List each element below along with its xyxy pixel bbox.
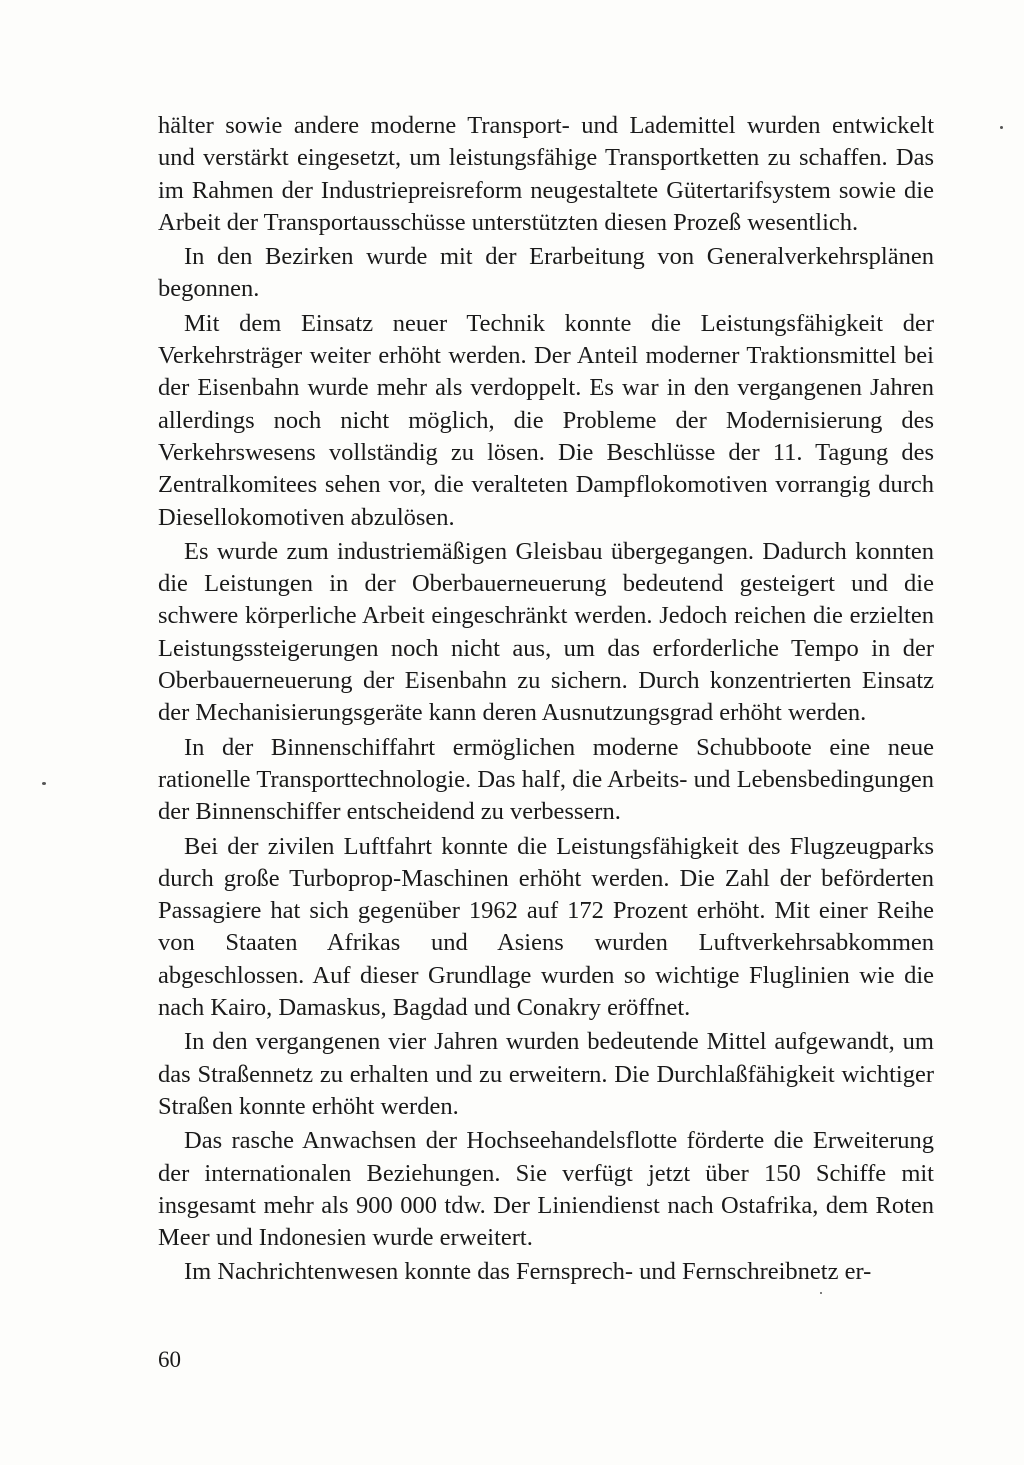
paragraph-3: Mit dem Einsatz neuer Technik konnte die Leistungsfähigkeit der Verkehrsträger weiter erhöht werden. Der Anteil moderner Traktionsmittel bei der Eisenbahn wurde mehr als verdoppelt. Es war in den vergangenen Jahren allerdings noch nicht möglich, die Probleme der Modernisierung des Verkehrswesens vollständig zu lösen. Die Beschlüsse der 11. Tagung des Zentralkomitees sehen vor, die veralteten Dampflokomotiven vorrangig durch Diesellokomotiven abzulösen. bbox=[158, 309, 934, 531]
body-text bbox=[158, 110, 934, 1291]
paragraph-5: In der Binnenschiffahrt ermöglichen moderne Schubboote eine neue rationelle Transporttechnologie. Das half, die Arbeits- und Lebensbedingungen der Binnenschiffer entscheidend zu verbessern. bbox=[158, 733, 934, 826]
paragraph-4: Es wurde zum industriemäßigen Gleisbau übergegangen. Dadurch konnten die Leistungen in der Oberbauerneuerung bedeutend gesteigert und die schwere körperliche Arbeit eingeschränkt werden. Jedoch reichen die erzielten Leistungssteigerungen noch nicht aus, um das erforderliche Tempo in der Oberbauerneuerung der Eisenbahn zu sichern. Durch konzentrierten Einsatz der Mechanisierungsgeräte kann deren Ausnutzungsgrad erhöht werden. bbox=[158, 537, 934, 727]
scan-speck bbox=[42, 782, 46, 785]
page-number: 60 bbox=[158, 1347, 181, 1372]
paragraph-8: Das rasche Anwachsen der Hochseehandelsflotte förderte die Erweiterung der internationalen Beziehungen. Sie verfügt jetzt über 150 Schiffe mit insgesamt mehr als 900 000 tdw. Der Liniendienst nach Ostafrika, dem Roten Meer und Indonesien wurde erweitert. bbox=[158, 1127, 934, 1252]
paragraph-2: In den Bezirken wurde mit der Erarbeitung von Generalverkehrsplänen begonnen. bbox=[158, 243, 934, 303]
scan-speck bbox=[1000, 126, 1003, 129]
paragraph-9: Im Nachrichtenwesen konnte das Fernsprech- und Fernschreibnetz er- bbox=[184, 1258, 872, 1286]
paragraph-7: In den vergangenen vier Jahren wurden bedeutende Mittel aufgewandt, um das Straßennetz zu erhalten und zu erweitern. Die Durchlaßfähigkeit wichtiger Straßen konnte erhöht werden. bbox=[158, 1028, 934, 1120]
paragraph-1: hälter sowie andere moderne Transport- und Lademittel wurden entwickelt und verstärkt eingesetzt, um leistungsfähige Transportketten zu schaffen. Das im Rahmen der Industriepreisreform neugestaltete Gütertarifsystem sowie die Arbeit der Transportausschüsse unterstützten diesen Prozeß wesentlich. bbox=[158, 112, 934, 236]
scan-speck bbox=[820, 1292, 822, 1294]
paragraph-6: Bei der zivilen Luftfahrt konnte die Leistungsfähigkeit des Flugzeugparks durch große Turboprop-Maschinen erhöht werden. Die Zahl der beförderten Passagiere hat sich gegenüber 1962 auf 172 Prozent erhöht. Mit einer Reihe von Staaten Afrikas und Asiens wurden Luftverkehrsabkommen abgeschlossen. Auf dieser Grundlage wurden so wichtige Fluglinien wie die nach Kairo, Damaskus, Bagdad und Conakry eröffnet. bbox=[158, 832, 934, 1022]
